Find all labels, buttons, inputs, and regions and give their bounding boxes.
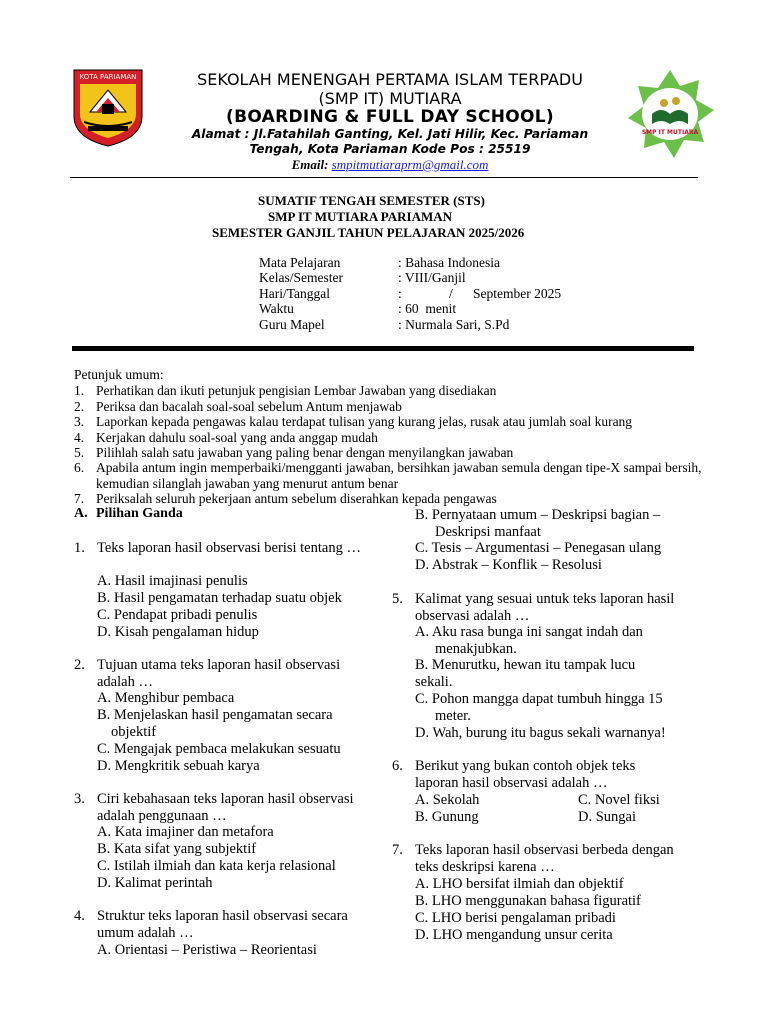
- instructions-heading: Petunjuk umum:: [74, 367, 164, 382]
- q6-option-c[interactable]: C. Novel fiksi: [578, 792, 660, 808]
- question-text: Teks laporan hasil observasi berisi tentang …: [97, 540, 361, 556]
- q4-option-c[interactable]: C. Tesis – Argumentasi – Penegasan ulang: [415, 540, 662, 556]
- q2-option-b[interactable]: B. Menjelaskan hasil pengamatan secara objektif: [97, 707, 333, 740]
- question-text: Ciri kebahasaan teks laporan hasil observasi adalah penggunaan …: [97, 791, 354, 824]
- q5-option-a[interactable]: A. Aku rasa bunga ini sangat indah dan menakjubkan.: [415, 624, 643, 657]
- info-label-date: Hari/Tanggal: [259, 286, 331, 301]
- q1-option-c[interactable]: C. Pendapat pribadi penulis: [97, 607, 258, 623]
- exam-title-3: SEMESTER GANJIL TAHUN PELAJARAN 2025/2026: [212, 225, 525, 240]
- instruction-number: 7.: [74, 491, 85, 506]
- q2-option-d[interactable]: D. Mengkritik sebuah karya: [97, 758, 260, 774]
- left-logo-text: KOTA PARIAMAN: [79, 73, 137, 81]
- instruction-number: 1.: [74, 383, 85, 398]
- question-number: 2.: [74, 657, 85, 673]
- email-label: Email:: [291, 157, 329, 172]
- q1-option-b[interactable]: B. Hasil pengamatan terhadap suatu objek: [97, 590, 342, 606]
- instruction-text: Apabila antum ingin memperbaiki/mengganti jawaban, bersihkan jawaban semula dengan tipe-X sampai bersih, kemudian silanglah jawaban yang menurut antum benar: [96, 460, 702, 491]
- question-number: 7.: [392, 842, 403, 858]
- question-text: Berikut yang bukan contoh objek teks laporan hasil observasi adalah …: [415, 758, 636, 791]
- q4-option-d[interactable]: D. Abstrak – Konflik – Resolusi: [415, 557, 602, 573]
- school-name-line2: (SMP IT) MUTIARA: [318, 89, 462, 108]
- q2-option-c[interactable]: C. Mengajak pembaca melakukan sesuatu: [97, 741, 341, 757]
- q5-option-b[interactable]: B. Menurutku, hewan itu tampak lucu sekali.: [415, 657, 636, 690]
- q1-option-a[interactable]: A. Hasil imajinasi penulis: [97, 573, 248, 589]
- info-value-teacher: : Nurmala Sari, S.Pd: [398, 317, 510, 332]
- info-value-class: : VIII/Ganjil: [398, 270, 466, 285]
- instruction-text: Periksa dan bacalah soal-soal sebelum Antum menjawab: [96, 399, 402, 414]
- section-letter: A.: [74, 506, 88, 521]
- info-label-time: Waktu: [259, 301, 294, 316]
- info-label-class: Kelas/Semester: [259, 270, 343, 285]
- q3-option-b[interactable]: B. Kata sifat yang subjektif: [97, 841, 257, 857]
- question-number: 3.: [74, 791, 85, 807]
- q7-option-c[interactable]: C. LHO berisi pengalaman pribadi: [415, 910, 616, 926]
- instruction-text: Pilihlah salah satu jawaban yang paling benar dengan menyilangkan jawaban: [96, 445, 514, 460]
- q5-option-c[interactable]: C. Pohon mangga dapat tumbuh hingga 15 meter.: [415, 691, 663, 724]
- question-text: Tujuan utama teks laporan hasil observasi adalah …: [97, 657, 341, 690]
- thick-divider: [72, 346, 694, 351]
- q3-option-a[interactable]: A. Kata imajiner dan metafora: [97, 824, 274, 840]
- question-text: Struktur teks laporan hasil observasi secara umum adalah …: [97, 908, 348, 941]
- header-divider: [70, 177, 698, 178]
- info-value-date: : / September 2025: [398, 286, 562, 301]
- school-name-line1: SEKOLAH MENENGAH PERTAMA ISLAM TERPADU: [197, 70, 583, 89]
- section-title: Pilihan Ganda: [96, 506, 183, 521]
- q7-option-d[interactable]: D. LHO mengandung unsur cerita: [415, 927, 613, 943]
- q6-option-a[interactable]: A. Sekolah: [415, 792, 480, 808]
- q4-option-b[interactable]: B. Pernyataan umum – Deskripsi bagian – Deskripsi manfaat: [415, 507, 661, 540]
- instruction-number: 5.: [74, 445, 85, 460]
- address-line1: Alamat : Jl.Fatahilah Ganting, Kel. Jati Hilir, Kec. Pariaman: [191, 127, 589, 141]
- instruction-text: Kerjakan dahulu soal-soal yang anda anggap mudah: [96, 430, 378, 445]
- kota-pariaman-logo: [72, 68, 144, 148]
- q4-option-a[interactable]: A. Orientasi – Peristiwa – Reorientasi: [97, 942, 317, 958]
- instruction-number: 3.: [74, 414, 85, 429]
- q5-option-d[interactable]: D. Wah, burung itu bagus sekali warnanya!: [415, 725, 666, 741]
- instruction-number: 2.: [74, 399, 85, 414]
- question-text: Teks laporan hasil observasi berbeda dengan teks deskripsi karena …: [415, 842, 674, 875]
- address-line2: Tengah, Kota Pariaman Kode Pos : 25519: [249, 142, 531, 156]
- info-label-teacher: Guru Mapel: [259, 317, 325, 332]
- question-number: 5.: [392, 591, 403, 607]
- q1-option-d[interactable]: D. Kisah pengalaman hidup: [97, 624, 259, 640]
- exam-title-2: SMP IT MUTIARA PARIAMAN: [268, 209, 453, 224]
- q3-option-c[interactable]: C. Istilah ilmiah dan kata kerja relasional: [97, 858, 336, 874]
- smp-it-mutiara-logo: [624, 68, 716, 160]
- info-value-subject: : Bahasa Indonesia: [398, 255, 500, 270]
- instruction-number: 6.: [74, 460, 85, 475]
- q7-option-a[interactable]: A. LHO bersifat ilmiah dan objektif: [415, 876, 624, 892]
- q6-option-d[interactable]: D. Sungai: [578, 809, 636, 825]
- school-name-line3: (BOARDING & FULL DAY SCHOOL): [226, 107, 554, 127]
- question-number: 1.: [74, 540, 85, 556]
- instruction-number: 4.: [74, 430, 85, 445]
- info-value-time: : 60 menit: [398, 301, 457, 316]
- instruction-text: Periksalah seluruh pekerjaan antum sebelum diserahkan kepada pengawas: [96, 491, 497, 506]
- question-number: 4.: [74, 908, 85, 924]
- instruction-text: Laporkan kepada pengawas kalau terdapat tulisan yang kurang jelas, rusak atau jumlah soal kurang: [96, 414, 633, 429]
- q3-option-d[interactable]: D. Kalimat perintah: [97, 875, 213, 891]
- info-label-subject: Mata Pelajaran: [259, 255, 341, 270]
- instruction-text: Perhatikan dan ikuti petunjuk pengisian Lembar Jawaban yang disediakan: [96, 383, 497, 398]
- email-link[interactable]: smpitmutiaraprm@gmail.com: [331, 157, 489, 172]
- right-logo-text: SMP IT MUTIARA: [641, 129, 699, 136]
- q2-option-a[interactable]: A. Menghibur pembaca: [97, 690, 235, 706]
- email-line: [160, 157, 620, 172]
- q6-option-b[interactable]: B. Gunung: [415, 809, 479, 825]
- q7-option-b[interactable]: B. LHO menggunakan bahasa figuratif: [415, 893, 641, 909]
- question-number: 6.: [392, 758, 403, 774]
- question-text: Kalimat yang sesuai untuk teks laporan hasil observasi adalah …: [415, 591, 675, 624]
- exam-title-1: SUMATIF TENGAH SEMESTER (STS): [258, 193, 485, 208]
